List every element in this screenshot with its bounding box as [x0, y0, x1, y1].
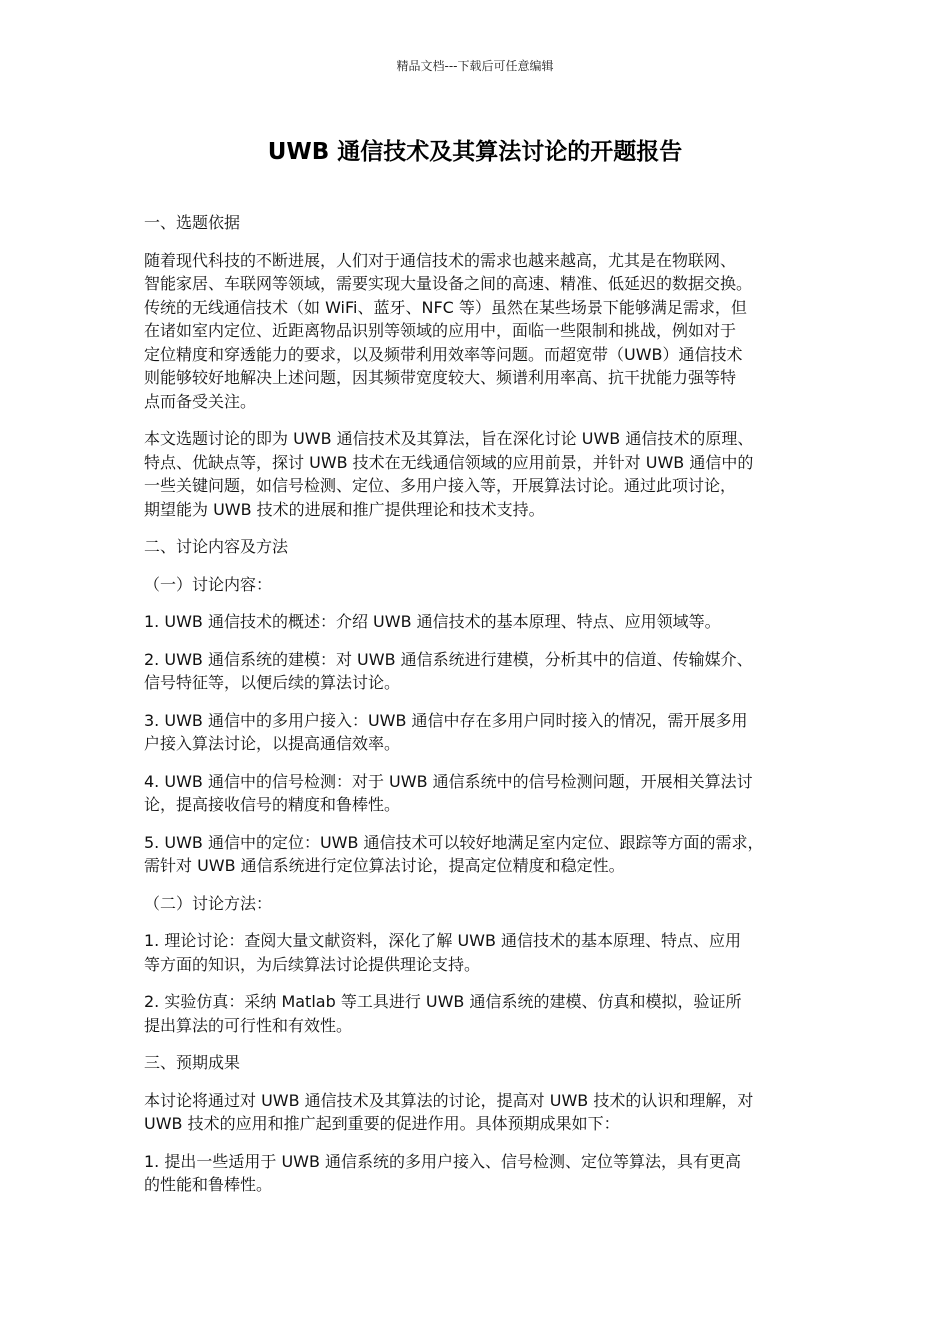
text-line: 需针对 UWB 通信系统进行定位算法讨论，提高定位精度和稳定性。 [144, 856, 625, 875]
section-heading-results [144, 1051, 814, 1075]
text-line: （一）讨论内容： [144, 574, 273, 594]
text-line: 户接入算法讨论，以提高通信效率。 [144, 734, 401, 753]
text-line: 的性能和鲁棒性。 [144, 1175, 273, 1194]
text-line: 2. 实验仿真：采纳 Matlab 等工具进行 UWB 通信系统的建模、仿真和模拟，验证所 [144, 992, 742, 1011]
subsection-heading-content [144, 573, 814, 597]
text-line: 传统的无线通信技术（如 WiFi、蓝牙、NFC 等）虽然在某些场景下能够满足需求，但 [144, 297, 747, 317]
text-line: 随着现代科技的不断进展，人们对于通信技术的需求也越来越高，尤其是在物联网、 [144, 250, 737, 270]
text-line: 一些关键问题，如信号检测、定位、多用户接入等，开展算法讨论。通过此项讨论， [144, 476, 737, 495]
text-line: （二）讨论方法： [144, 893, 273, 913]
text-line: UWB 技术的应用和推广起到重要的促进作用。具体预期成果如下： [144, 1114, 620, 1133]
page-header: 精品文档---下载后可任意编辑 [396, 59, 554, 73]
text-line: 4. UWB 通信中的信号检测：对于 UWB 通信系统中的信号检测问题，开展相关算法讨 [144, 771, 753, 791]
text-line: 二、讨论内容及方法 [144, 537, 289, 556]
list-item-method-2 [144, 990, 814, 1037]
text-line: 期望能为 UWB 技术的进展和推广提供理论和技术支持。 [144, 499, 545, 519]
list-item-content-1 [144, 610, 814, 634]
subsection-heading-method [144, 892, 814, 916]
section-heading-basis [144, 211, 814, 235]
list-item-method-1 [144, 929, 814, 976]
section-heading-content-method [144, 535, 814, 559]
paragraph-background [144, 249, 814, 414]
text-line: 3. UWB 通信中的多用户接入：UWB 通信中存在多用户同时接入的情况，需开展多用 [144, 710, 748, 730]
text-line: 5. UWB 通信中的定位：UWB 通信技术可以较好地满足室内定位、跟踪等方面的需求， [144, 832, 764, 852]
text-line: 一、选题依据 [144, 213, 241, 232]
text-line: 在诸如室内定位、近距离物品识别等领域的应用中，面临一些限制和挑战，例如对于 [144, 321, 737, 340]
text-line: 1. UWB 通信技术的概述：介绍 UWB 通信技术的基本原理、特点、应用领域等。 [144, 612, 721, 631]
list-item-content-5 [144, 831, 814, 878]
text-line: 2. UWB 通信系统的建模：对 UWB 通信系统进行建模，分析其中的信道、传输媒介、 [144, 649, 753, 669]
document-title: UWB 通信技术及其算法讨论的开题报告 [267, 139, 683, 165]
text-line: 等方面的知识，为后续算法讨论提供理论支持。 [144, 954, 481, 974]
list-item-content-2 [144, 648, 814, 695]
document-body [144, 211, 814, 1211]
text-line: 定位精度和穿透能力的要求，以及频带利用效率等问题。而超宽带（UWB）通信技术 [144, 344, 743, 364]
text-line: 三、预期成果 [144, 1053, 241, 1072]
list-item-content-4 [144, 770, 814, 817]
text-line: 提出算法的可行性和有效性。 [144, 1015, 353, 1035]
text-line: 点而备受关注。 [144, 391, 257, 411]
text-line: 特点、优缺点等，探讨 UWB 技术在无线通信领域的应用前景，并针对 UWB 通信中的 [144, 452, 754, 472]
text-line: 本文选题讨论的即为 UWB 通信技术及其算法，旨在深化讨论 UWB 通信技术的原理、 [144, 429, 754, 448]
text-line: 本讨论将通过对 UWB 通信技术及其算法的讨论，提高对 UWB 技术的认识和理解，对 [144, 1090, 754, 1110]
paragraph-purpose [144, 427, 814, 521]
list-item-result-1 [144, 1150, 814, 1197]
text-line: 1. 提出一些适用于 UWB 通信系统的多用户接入、信号检测、定位等算法，具有更高 [144, 1151, 742, 1171]
text-line: 信号特征等，以便后续的算法讨论。 [144, 673, 401, 692]
paragraph-results-intro [144, 1089, 814, 1136]
list-item-content-3 [144, 709, 814, 756]
text-line: 1. 理论讨论：查阅大量文献资料，深化了解 UWB 通信技术的基本原理、特点、应用 [144, 931, 742, 950]
text-line: 智能家居、车联网等领域，需要实现大量设备之间的高速、精准、低延迟的数据交换。 [144, 274, 753, 293]
text-line: 论，提高接收信号的精度和鲁棒性。 [144, 795, 401, 814]
text-line: 则能够较好地解决上述问题，因其频带宽度较大、频谱利用率高、抗干扰能力强等特 [144, 368, 737, 387]
